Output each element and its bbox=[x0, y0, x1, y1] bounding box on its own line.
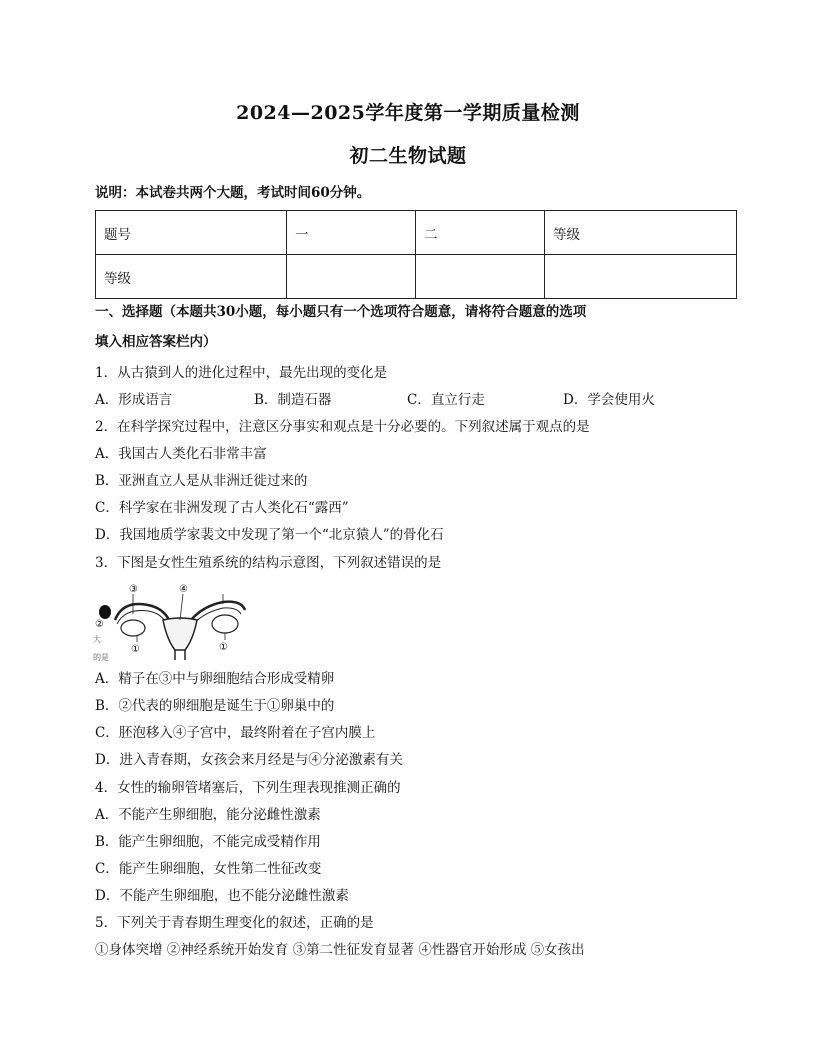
question-1-option-c: C．直立行走 bbox=[407, 392, 485, 408]
score-table bbox=[95, 210, 737, 299]
question-4-option-a: A．不能产生卵细胞，能分泌雌性激素 bbox=[95, 807, 321, 823]
reproductive-system-diagram bbox=[93, 580, 253, 662]
table-cell bbox=[287, 255, 416, 299]
question-3-option-d: D．进入青春期，女孩会来月经是与④分泌激素有关 bbox=[95, 752, 403, 768]
question-2-option-b: B．亚洲直立人是从非洲迁徙过来的 bbox=[95, 473, 308, 489]
table-cell bbox=[416, 255, 545, 299]
question-1-option-d: D．学会使用火 bbox=[563, 392, 655, 408]
question-3-option-c: C．胚泡移入④子宫中，最终附着在子宫内膜上 bbox=[95, 725, 376, 741]
question-4-option-c: C．能产生卵细胞，女性第二性征改变 bbox=[95, 861, 322, 877]
table-cell: 等级 bbox=[96, 255, 287, 299]
table-cell: 二 bbox=[416, 211, 545, 255]
question-3-option-b: B．②代表的卵细胞是诞生于①卵巢中的 bbox=[95, 698, 335, 714]
diagram-label-4: ④ bbox=[179, 584, 188, 595]
table-row bbox=[96, 211, 737, 255]
vagina bbox=[175, 650, 185, 660]
section-heading: 一、选择题（本题共30小题，每小题只有一个选项符合题意，请将符合题意的选项 bbox=[95, 304, 587, 320]
table-row bbox=[96, 255, 737, 299]
question-2-option-d: D．我国地质学家裴文中发现了第一个“北京猿人”的骨化石 bbox=[95, 527, 444, 543]
table-cell: 一 bbox=[287, 211, 416, 255]
question-5-stem: 5．下列关于青春期生理变化的叙述，正确的是 bbox=[95, 915, 374, 931]
table-cell: 等级 bbox=[545, 211, 737, 255]
exam-subtitle: 初二生物试题 bbox=[349, 145, 467, 167]
diagram-label-1-right: ① bbox=[219, 642, 228, 653]
diagram-label-2: ② bbox=[95, 619, 104, 630]
question-1-stem: 1．从古猿到人的进化过程中，最先出现的变化是 bbox=[95, 365, 388, 381]
question-3-option-a: A．精子在③中与卵细胞结合形成受精卵 bbox=[95, 671, 335, 687]
question-4-option-b: B．能产生卵细胞，不能完成受精作用 bbox=[95, 834, 321, 850]
question-1-option-a: A．形成语言 bbox=[95, 392, 173, 408]
question-2-option-a: A．我国古人类化石非常丰富 bbox=[95, 446, 267, 462]
fallopian-tube-left bbox=[115, 604, 169, 620]
exam-note: 说明：本试卷共两个大题，考试时间60分钟。 bbox=[95, 185, 371, 201]
question-3-stem: 3．下图是女性生殖系统的结构示意图，下列叙述错误的是 bbox=[95, 555, 442, 571]
ovary-right-outline bbox=[212, 615, 238, 633]
fallopian-tube-right bbox=[191, 602, 245, 620]
question-1-option-b: B．制造石器 bbox=[254, 392, 332, 408]
question-2-stem: 2．在科学探究过程中，注意区分事实和观点是十分必要的。下列叙述属于观点的是 bbox=[95, 419, 590, 435]
question-5-items: ①身体突增 ②神经系统开始发育 ③第二性征发育显著 ④性器官开始形成 ⑤女孩出 bbox=[95, 942, 585, 958]
ovary-left bbox=[99, 605, 111, 619]
question-2-option-c: C．科学家在非洲发现了古人类化石“露西” bbox=[95, 500, 349, 516]
diagram-fragment-text: 大 bbox=[93, 635, 101, 644]
section-heading-cont: 填入相应答案栏内） bbox=[95, 334, 217, 350]
leader-line bbox=[180, 594, 183, 620]
ovary-left-outline bbox=[121, 620, 145, 636]
uterus bbox=[163, 618, 197, 650]
diagram-label-3: ③ bbox=[129, 584, 138, 595]
exam-title: 2024—2025学年度第一学期质量检测 bbox=[236, 102, 580, 124]
question-4-stem: 4．女性的输卵管堵塞后，下列生理表现推测正确的 bbox=[95, 780, 401, 796]
table-cell bbox=[545, 255, 737, 299]
question-4-option-d: D．不能产生卵细胞，也不能分泌雌性激素 bbox=[95, 888, 349, 904]
table-cell: 题号 bbox=[96, 211, 287, 255]
diagram-label-1-left: ① bbox=[131, 644, 140, 655]
diagram-fragment-text: 的是 bbox=[93, 653, 109, 662]
